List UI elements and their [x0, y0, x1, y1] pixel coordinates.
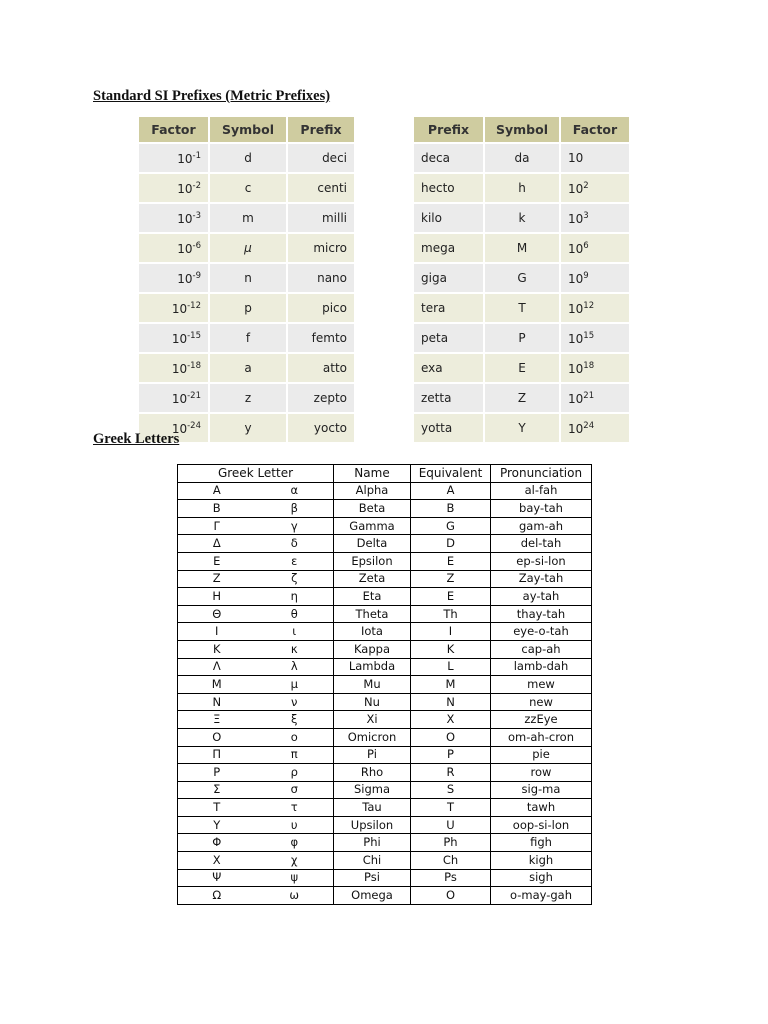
- uppercase-letter: Ρ: [178, 764, 256, 782]
- header-symbol: Symbol: [484, 117, 560, 143]
- symbol-cell: m: [209, 203, 287, 233]
- uppercase-letter: Ω: [178, 887, 256, 905]
- pronunciation: ep-si-lon: [491, 552, 592, 570]
- latin-equivalent: E: [411, 552, 491, 570]
- greek-row: [178, 482, 592, 500]
- pronunciation: del-tah: [491, 535, 592, 553]
- letter-name: Omega: [334, 887, 411, 905]
- prefix-cell: tera: [414, 293, 484, 323]
- si-row: [139, 383, 355, 413]
- symbol-cell: a: [209, 353, 287, 383]
- pronunciation: row: [491, 764, 592, 782]
- uppercase-letter: Ε: [178, 552, 256, 570]
- letter-name: Rho: [334, 764, 411, 782]
- greek-row: [178, 693, 592, 711]
- factor-base: 10: [568, 211, 584, 226]
- uppercase-letter: Δ: [178, 535, 256, 553]
- symbol-cell: h: [484, 173, 560, 203]
- uppercase-letter: Ζ: [178, 570, 256, 588]
- lowercase-letter: μ: [256, 676, 334, 694]
- lowercase-letter: ψ: [256, 869, 334, 887]
- lowercase-letter: ο: [256, 728, 334, 746]
- factor-cell: [139, 293, 209, 323]
- factor-cell: [560, 383, 630, 413]
- greek-row: [178, 640, 592, 658]
- factor-exponent: -1: [192, 150, 201, 161]
- uppercase-letter: Η: [178, 588, 256, 606]
- uppercase-letter: Τ: [178, 799, 256, 817]
- si-row: [139, 353, 355, 383]
- factor-cell: [560, 143, 630, 173]
- factor-base: 10: [568, 241, 584, 256]
- factor-exponent: -21: [187, 390, 201, 401]
- latin-equivalent: O: [411, 728, 491, 746]
- si-row: [414, 173, 630, 203]
- lowercase-letter: ν: [256, 693, 334, 711]
- symbol-cell: k: [484, 203, 560, 233]
- latin-equivalent: L: [411, 658, 491, 676]
- latin-equivalent: T: [411, 799, 491, 817]
- factor-cell: [560, 323, 630, 353]
- si-row: [414, 293, 630, 323]
- latin-equivalent: Ps: [411, 869, 491, 887]
- factor-base: 10: [568, 391, 584, 406]
- si-right-header-row: [414, 117, 630, 143]
- si-submultiples-table: [139, 117, 356, 442]
- uppercase-letter: Γ: [178, 517, 256, 535]
- latin-equivalent: O: [411, 887, 491, 905]
- prefix-cell: exa: [414, 353, 484, 383]
- symbol-cell: μ: [209, 233, 287, 263]
- letter-name: Kappa: [334, 640, 411, 658]
- greek-row: [178, 552, 592, 570]
- letter-name: Tau: [334, 799, 411, 817]
- pronunciation: pie: [491, 746, 592, 764]
- pronunciation: sigh: [491, 869, 592, 887]
- lowercase-letter: π: [256, 746, 334, 764]
- latin-equivalent: Ch: [411, 852, 491, 870]
- lowercase-letter: κ: [256, 640, 334, 658]
- lowercase-letter: η: [256, 588, 334, 606]
- prefix-cell: yocto: [287, 413, 355, 442]
- lowercase-letter: γ: [256, 517, 334, 535]
- pronunciation: bay-tah: [491, 500, 592, 518]
- factor-exponent: 2: [583, 180, 589, 191]
- greek-row: [178, 517, 592, 535]
- symbol-cell: y: [209, 413, 287, 442]
- letter-name: Pi: [334, 746, 411, 764]
- symbol-cell: M: [484, 233, 560, 263]
- letter-name: Upsilon: [334, 816, 411, 834]
- lowercase-letter: χ: [256, 852, 334, 870]
- prefix-cell: femto: [287, 323, 355, 353]
- greek-row: [178, 764, 592, 782]
- uppercase-letter: Λ: [178, 658, 256, 676]
- prefix-cell: mega: [414, 233, 484, 263]
- lowercase-letter: λ: [256, 658, 334, 676]
- greek-row: [178, 834, 592, 852]
- lowercase-letter: ω: [256, 887, 334, 905]
- latin-equivalent: Ph: [411, 834, 491, 852]
- symbol-cell: G: [484, 263, 560, 293]
- lowercase-letter: τ: [256, 799, 334, 817]
- header-symbol: Symbol: [209, 117, 287, 143]
- latin-equivalent: M: [411, 676, 491, 694]
- pronunciation: tawh: [491, 799, 592, 817]
- greek-row: [178, 728, 592, 746]
- latin-equivalent: N: [411, 693, 491, 711]
- prefix-cell: kilo: [414, 203, 484, 233]
- factor-base: 10: [568, 151, 584, 165]
- factor-exponent: 12: [583, 300, 595, 311]
- letter-name: Theta: [334, 605, 411, 623]
- uppercase-letter: Α: [178, 482, 256, 500]
- lowercase-letter: φ: [256, 834, 334, 852]
- factor-base: 10: [568, 271, 584, 286]
- pronunciation: mew: [491, 676, 592, 694]
- letter-name: Epsilon: [334, 552, 411, 570]
- si-row: [414, 233, 630, 263]
- pronunciation: al-fah: [491, 482, 592, 500]
- letter-name: Alpha: [334, 482, 411, 500]
- factor-cell: [139, 263, 209, 293]
- prefix-cell: hecto: [414, 173, 484, 203]
- greek-row: [178, 746, 592, 764]
- lowercase-letter: σ: [256, 781, 334, 799]
- uppercase-letter: Ν: [178, 693, 256, 711]
- letter-name: Xi: [334, 711, 411, 729]
- factor-base: 10: [171, 421, 188, 436]
- factor-base: 10: [568, 301, 584, 316]
- prefix-cell: yotta: [414, 413, 484, 442]
- latin-equivalent: U: [411, 816, 491, 834]
- factor-base: 10: [171, 301, 188, 316]
- greek-row: [178, 535, 592, 553]
- si-row: [414, 323, 630, 353]
- latin-equivalent: B: [411, 500, 491, 518]
- greek-row: [178, 500, 592, 518]
- letter-name: Omicron: [334, 728, 411, 746]
- prefix-cell: deci: [287, 143, 355, 173]
- factor-cell: [560, 233, 630, 263]
- lowercase-letter: α: [256, 482, 334, 500]
- factor-cell: [560, 203, 630, 233]
- symbol-cell: da: [484, 143, 560, 173]
- uppercase-letter: Φ: [178, 834, 256, 852]
- greek-row: [178, 588, 592, 606]
- factor-base: 10: [171, 361, 188, 376]
- greek-row: [178, 816, 592, 834]
- si-left-header-row: [139, 117, 355, 143]
- header-pronunciation: Pronunciation: [491, 465, 592, 483]
- lowercase-letter: ξ: [256, 711, 334, 729]
- greek-row: [178, 658, 592, 676]
- pronunciation: kigh: [491, 852, 592, 870]
- si-row: [414, 263, 630, 293]
- lowercase-letter: δ: [256, 535, 334, 553]
- prefix-cell: centi: [287, 173, 355, 203]
- letter-name: Nu: [334, 693, 411, 711]
- uppercase-letter: Ψ: [178, 869, 256, 887]
- pronunciation: oop-si-lon: [491, 816, 592, 834]
- letter-name: Phi: [334, 834, 411, 852]
- factor-cell: [139, 203, 209, 233]
- symbol-cell: P: [484, 323, 560, 353]
- symbol-cell: Z: [484, 383, 560, 413]
- si-row: [139, 233, 355, 263]
- latin-equivalent: K: [411, 640, 491, 658]
- pronunciation: o-may-gah: [491, 887, 592, 905]
- pronunciation: zzEye: [491, 711, 592, 729]
- latin-equivalent: R: [411, 764, 491, 782]
- latin-equivalent: I: [411, 623, 491, 641]
- factor-base: 10: [177, 241, 193, 256]
- si-row: [139, 263, 355, 293]
- uppercase-letter: Ο: [178, 728, 256, 746]
- latin-equivalent: X: [411, 711, 491, 729]
- header-factor: Factor: [139, 117, 209, 143]
- pronunciation: Zay-tah: [491, 570, 592, 588]
- letter-name: Delta: [334, 535, 411, 553]
- greek-row: [178, 605, 592, 623]
- latin-equivalent: Th: [411, 605, 491, 623]
- factor-exponent: -9: [192, 270, 201, 281]
- factor-base: 10: [568, 421, 584, 436]
- greek-row: [178, 711, 592, 729]
- pronunciation: figh: [491, 834, 592, 852]
- si-multiples-table: [414, 117, 631, 442]
- uppercase-letter: Μ: [178, 676, 256, 694]
- lowercase-letter: ι: [256, 623, 334, 641]
- letter-name: Psi: [334, 869, 411, 887]
- factor-base: 10: [568, 331, 584, 346]
- pronunciation: lamb-dah: [491, 658, 592, 676]
- latin-equivalent: A: [411, 482, 491, 500]
- prefix-cell: peta: [414, 323, 484, 353]
- pronunciation: cap-ah: [491, 640, 592, 658]
- greek-row: [178, 852, 592, 870]
- letter-name: Lambda: [334, 658, 411, 676]
- header-name: Name: [334, 465, 411, 483]
- latin-equivalent: P: [411, 746, 491, 764]
- letter-name: Beta: [334, 500, 411, 518]
- latin-equivalent: E: [411, 588, 491, 606]
- prefix-cell: giga: [414, 263, 484, 293]
- header-factor: Factor: [560, 117, 630, 143]
- prefix-cell: atto: [287, 353, 355, 383]
- prefix-cell: deca: [414, 143, 484, 173]
- symbol-cell: n: [209, 263, 287, 293]
- lowercase-letter: θ: [256, 605, 334, 623]
- prefix-cell: pico: [287, 293, 355, 323]
- uppercase-letter: Σ: [178, 781, 256, 799]
- uppercase-letter: Ι: [178, 623, 256, 641]
- greek-row: [178, 781, 592, 799]
- pronunciation: eye-o-tah: [491, 623, 592, 641]
- symbol-cell: p: [209, 293, 287, 323]
- factor-exponent: -3: [192, 210, 201, 221]
- pronunciation: om-ah-cron: [491, 728, 592, 746]
- uppercase-letter: Θ: [178, 605, 256, 623]
- prefix-cell: micro: [287, 233, 355, 263]
- uppercase-letter: Χ: [178, 852, 256, 870]
- lowercase-letter: ρ: [256, 764, 334, 782]
- factor-exponent: -12: [187, 300, 201, 311]
- factor-cell: [560, 413, 630, 442]
- factor-exponent: 6: [583, 240, 589, 251]
- uppercase-letter: Β: [178, 500, 256, 518]
- factor-exponent: 24: [583, 420, 595, 431]
- factor-cell: [560, 173, 630, 203]
- factor-cell: [560, 293, 630, 323]
- greek-row: [178, 799, 592, 817]
- factor-base: 10: [568, 181, 584, 196]
- factor-exponent: 9: [583, 270, 589, 281]
- greek-letters-table: [177, 464, 592, 905]
- letter-name: Gamma: [334, 517, 411, 535]
- uppercase-letter: Ξ: [178, 711, 256, 729]
- factor-base: 10: [177, 181, 193, 196]
- letter-name: Mu: [334, 676, 411, 694]
- factor-exponent: 18: [583, 360, 595, 371]
- greek-row: [178, 623, 592, 641]
- pronunciation: new: [491, 693, 592, 711]
- factor-exponent: 15: [583, 330, 595, 341]
- uppercase-letter: Κ: [178, 640, 256, 658]
- latin-equivalent: D: [411, 535, 491, 553]
- symbol-cell: z: [209, 383, 287, 413]
- factor-exponent: -24: [187, 420, 201, 431]
- si-row: [414, 353, 630, 383]
- latin-equivalent: Z: [411, 570, 491, 588]
- factor-exponent: -6: [192, 240, 201, 251]
- si-row: [414, 383, 630, 413]
- factor-exponent: -18: [187, 360, 201, 371]
- prefix-cell: zetta: [414, 383, 484, 413]
- factor-base: 10: [568, 361, 584, 376]
- latin-equivalent: G: [411, 517, 491, 535]
- factor-exponent: 3: [583, 210, 589, 221]
- symbol-cell: E: [484, 353, 560, 383]
- letter-name: Sigma: [334, 781, 411, 799]
- factor-base: 10: [171, 331, 188, 346]
- pronunciation: thay-tah: [491, 605, 592, 623]
- factor-cell: [139, 233, 209, 263]
- greek-row: [178, 676, 592, 694]
- factor-cell: [560, 263, 630, 293]
- si-row: [414, 413, 630, 442]
- si-prefixes-heading: Standard SI Prefixes (Metric Prefixes): [93, 88, 331, 104]
- si-row: [139, 293, 355, 323]
- pronunciation: gam-ah: [491, 517, 592, 535]
- prefix-cell: zepto: [287, 383, 355, 413]
- greek-row: [178, 887, 592, 905]
- lowercase-letter: υ: [256, 816, 334, 834]
- factor-exponent: -2: [192, 180, 201, 191]
- si-row: [414, 203, 630, 233]
- lowercase-letter: ζ: [256, 570, 334, 588]
- symbol-cell: T: [484, 293, 560, 323]
- header-equivalent: Equivalent: [411, 465, 491, 483]
- greek-letters-heading: Greek Letters: [93, 431, 180, 447]
- uppercase-letter: Π: [178, 746, 256, 764]
- si-row: [139, 143, 355, 173]
- factor-cell: [139, 173, 209, 203]
- prefix-cell: milli: [287, 203, 355, 233]
- greek-row: [178, 570, 592, 588]
- factor-base: 10: [177, 271, 193, 286]
- lowercase-letter: β: [256, 500, 334, 518]
- header-prefix: Prefix: [287, 117, 355, 143]
- pronunciation: sig-ma: [491, 781, 592, 799]
- factor-base: 10: [177, 151, 193, 166]
- factor-exponent: -15: [187, 330, 201, 341]
- prefix-cell: nano: [287, 263, 355, 293]
- lowercase-letter: ε: [256, 552, 334, 570]
- factor-cell: [139, 143, 209, 173]
- symbol-cell: c: [209, 173, 287, 203]
- symbol-cell: f: [209, 323, 287, 353]
- header-greek-letter: Greek Letter: [178, 465, 334, 483]
- pronunciation: ay-tah: [491, 588, 592, 606]
- header-prefix: Prefix: [414, 117, 484, 143]
- uppercase-letter: Υ: [178, 816, 256, 834]
- factor-exponent: 21: [583, 390, 595, 401]
- factor-cell: [139, 353, 209, 383]
- factor-cell: [560, 353, 630, 383]
- letter-name: Eta: [334, 588, 411, 606]
- letter-name: Zeta: [334, 570, 411, 588]
- greek-header-row: [178, 465, 592, 483]
- factor-cell: [139, 383, 209, 413]
- si-row: [139, 323, 355, 353]
- factor-base: 10: [177, 211, 193, 226]
- si-row: [139, 173, 355, 203]
- symbol-cell: d: [209, 143, 287, 173]
- si-row: [414, 143, 630, 173]
- latin-equivalent: S: [411, 781, 491, 799]
- symbol-cell: Y: [484, 413, 560, 442]
- factor-base: 10: [171, 391, 188, 406]
- factor-cell: [139, 323, 209, 353]
- si-row: [139, 203, 355, 233]
- greek-row: [178, 869, 592, 887]
- letter-name: Iota: [334, 623, 411, 641]
- letter-name: Chi: [334, 852, 411, 870]
